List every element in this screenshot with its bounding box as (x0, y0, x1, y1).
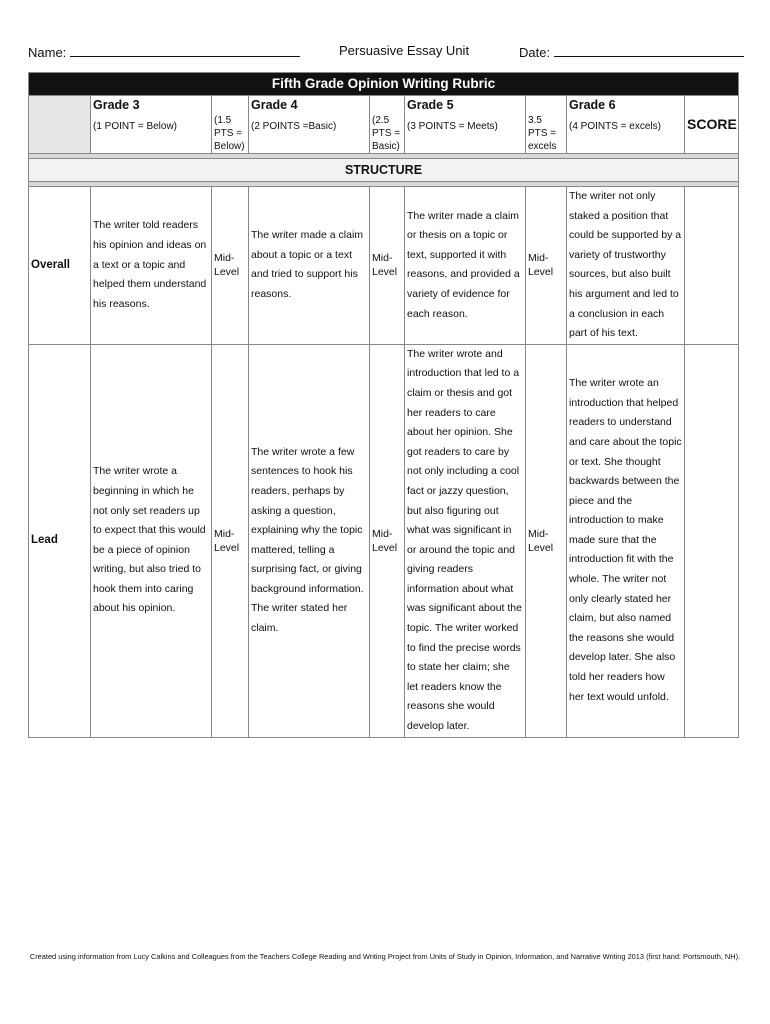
overall-mid-4-5: Mid-Level (370, 187, 405, 345)
grade-header-row (29, 96, 739, 154)
rubric-title-row (29, 73, 739, 96)
rubric-row-overall (29, 187, 739, 345)
grade5-points: (3 POINTS = Meets) (407, 121, 498, 132)
overall-grade5: The writer made a claim or thesis on a topic or text, supported it with reasons, and provided a variety of evidence for each reason. (405, 187, 526, 345)
header-line (0, 43, 770, 63)
overall-grade3: The writer told readers his opinion and ideas on a text or a topic and helped them understand his reasons. (91, 187, 212, 345)
lead-mid-5-6: Mid-Level (526, 344, 567, 737)
grade6-name: Grade 6 (569, 98, 616, 112)
lead-grade6: The writer wrote an introduction that helped readers to understand and care about the topic or text. She thought backwards between the piece and the introduction to make made sure that the introduction fit with the whole. The writer not only clearly stated her claim, but also named the reasons she would develop later. She also told her readers how her text would unfold. (567, 344, 685, 737)
date-blank[interactable] (554, 43, 744, 57)
overall-score[interactable] (685, 187, 739, 345)
corner-cell (29, 96, 91, 154)
rubric-title: Fifth Grade Opinion Writing Rubric (29, 73, 739, 96)
overall-mid-5-6: Mid-Level (526, 187, 567, 345)
unit-title: Persuasive Essay Unit (339, 43, 470, 58)
half-points-5-6: 3.5 PTS = excels (526, 96, 567, 154)
overall-grade6: The writer not only staked a position that could be supported by a variety of trustworthy sources, but also built his argument and led to a conclusion in each part of his text. (567, 187, 685, 345)
grade4-name: Grade 4 (251, 98, 298, 112)
score-header: SCORE (685, 96, 739, 154)
lead-grade3: The writer wrote a beginning in which he not only set readers up to expect that this would be a piece of opinion writing, but also tried to hook them into caring about his opinion. (91, 344, 212, 737)
name-label: Name: (28, 45, 67, 60)
date-field[interactable] (519, 43, 744, 60)
half-points-3-4: (1.5 PTS = Below) (212, 96, 249, 154)
lead-score[interactable] (685, 344, 739, 737)
rubric-table (28, 72, 739, 738)
overall-grade4: The writer made a claim about a topic or a text and tried to support his reasons. (249, 187, 370, 345)
name-field[interactable] (28, 43, 300, 60)
section-structure: STRUCTURE (29, 159, 739, 182)
grade3-name: Grade 3 (93, 98, 140, 112)
grade3-points: (1 POINT = Below) (93, 121, 178, 132)
rubric-row-lead (29, 344, 739, 737)
date-label: Date: (519, 45, 551, 60)
row-label-lead: Lead (29, 344, 91, 737)
half-points-4-5: (2.5 PTS = Basic) (370, 96, 405, 154)
grade4-header (249, 96, 370, 154)
grade6-points: (4 POINTS = excels) (569, 121, 661, 132)
lead-mid-3-4: Mid-Level (212, 344, 249, 737)
grade4-points: (2 POINTS =Basic) (251, 121, 337, 132)
lead-grade4: The writer wrote a few sentences to hook his readers, perhaps by asking a question, explaining why the topic mattered, telling a surprising fact, or giving background information. The writer stated her claim. (249, 344, 370, 737)
lead-grade5: The writer wrote and introduction that led to a claim or thesis and got her readers to care about her opinion. She got readers to care by not only including a cool fact or jazzy question, but also figuring out what was significant in or around the topic and giving readers information about what was significant about the topic. The writer worked to find the precise words to state her claim; she let readers know the reasons she would develop later. (405, 344, 526, 737)
grade6-header (567, 96, 685, 154)
section-row (29, 159, 739, 182)
row-label-overall: Overall (29, 187, 91, 345)
grade5-name: Grade 5 (407, 98, 454, 112)
grade5-header (405, 96, 526, 154)
lead-mid-4-5: Mid-Level (370, 344, 405, 737)
overall-mid-3-4: Mid-Level (212, 187, 249, 345)
name-blank[interactable] (70, 43, 300, 57)
grade3-header (91, 96, 212, 154)
footer-credit: Created using information from Lucy Calkins and Colleagues from the Teachers College Reading and Writing Project from Units of Study in Opinion, Information, and Narrative Writing 2013 (first hand: Portsmouth, NH). (29, 952, 741, 961)
